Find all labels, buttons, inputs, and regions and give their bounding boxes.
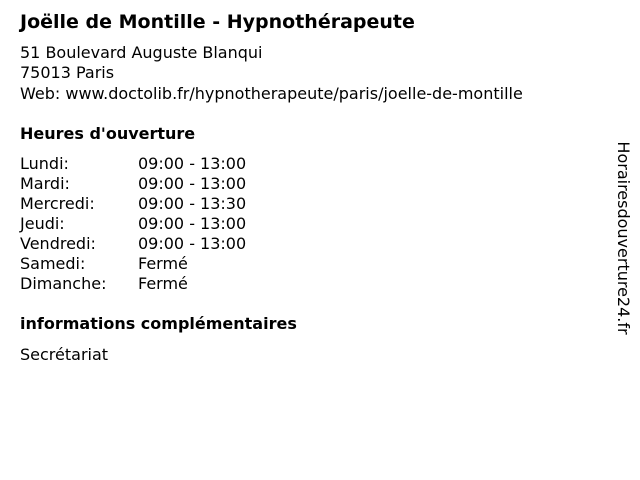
opening-hours-heading: Heures d'ouverture (20, 124, 196, 143)
day-label: Dimanche: (20, 274, 107, 293)
day-hours: 09:00 - 13:00 (138, 174, 247, 193)
day-hours: Fermé (138, 274, 188, 293)
city-address: 75013 Paris (20, 63, 115, 82)
day-label: Mardi: (20, 174, 70, 193)
day-hours: 09:00 - 13:00 (138, 154, 247, 173)
day-label: Mercredi: (20, 194, 95, 213)
day-label: Lundi: (20, 154, 69, 173)
business-name: Joëlle de Montille - Hypnothérapeute (20, 11, 415, 33)
day-label: Jeudi: (20, 214, 65, 233)
day-label: Vendredi: (20, 234, 96, 253)
additional-info-heading: informations complémentaires (20, 314, 297, 333)
day-hours: 09:00 - 13:30 (138, 194, 247, 213)
additional-info-text: Secrétariat (20, 345, 109, 364)
day-hours: 09:00 - 13:00 (138, 234, 247, 253)
day-label: Samedi: (20, 254, 86, 273)
site-watermark: Horairesdouverture24.fr (614, 141, 633, 335)
website: Web: www.doctolib.fr/hypnotherapeute/paris/joelle-de-montille (20, 84, 523, 103)
day-hours: Fermé (138, 254, 188, 273)
day-hours: 09:00 - 13:00 (138, 214, 247, 233)
street-address: 51 Boulevard Auguste Blanqui (20, 43, 263, 62)
